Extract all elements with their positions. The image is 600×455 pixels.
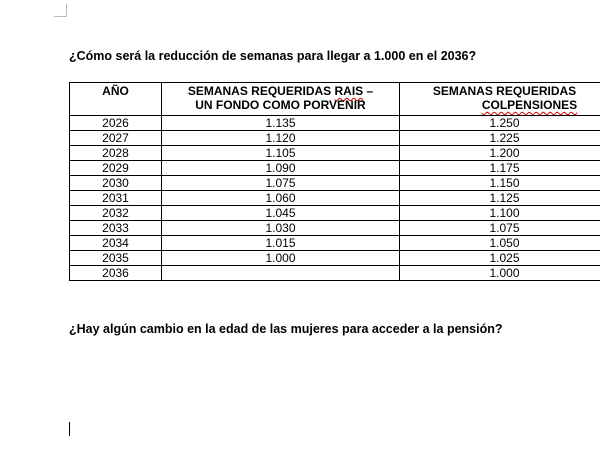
cell-colpensiones-weeks: 1.225: [400, 131, 600, 146]
cell-year: 2035: [70, 251, 162, 266]
cell-rais-weeks: 1.045: [162, 206, 400, 221]
cell-rais-weeks: 1.030: [162, 221, 400, 236]
cell-rais-weeks: [162, 266, 400, 281]
table-row: [70, 116, 600, 131]
header-rais-weeks: [162, 83, 400, 116]
cell-year: 2026: [70, 116, 162, 131]
table-row: [70, 251, 600, 266]
header-year: [70, 83, 162, 116]
page-margin-marker: [54, 4, 67, 17]
table-row: [70, 176, 600, 191]
cell-year: 2028: [70, 146, 162, 161]
cell-rais-weeks: 1.060: [162, 191, 400, 206]
table-row: [70, 161, 600, 176]
table-row: [70, 206, 600, 221]
header-rais-line1-suffix: –: [363, 84, 374, 98]
table-row: [70, 146, 600, 161]
table-row: [70, 221, 600, 236]
cell-year: 2027: [70, 131, 162, 146]
table-header-row: [70, 83, 600, 116]
cell-colpensiones-weeks: 1.025: [400, 251, 600, 266]
cell-rais-weeks: 1.015: [162, 236, 400, 251]
table-row: [70, 266, 600, 281]
cell-colpensiones-weeks: 1.075: [400, 221, 600, 236]
cell-colpensiones-weeks: 1.250: [400, 116, 600, 131]
cell-colpensiones-weeks: 1.150: [400, 176, 600, 191]
cell-colpensiones-weeks: 1.100: [400, 206, 600, 221]
cell-year: 2033: [70, 221, 162, 236]
cell-year: 2030: [70, 176, 162, 191]
cell-year: 2034: [70, 236, 162, 251]
cell-colpensiones-weeks: 1.200: [400, 146, 600, 161]
question-heading-women-age: ¿Hay algún cambio en la edad de las mujeres para acceder a la pensión?: [69, 322, 503, 336]
cell-colpensiones-weeks: 1.125: [400, 191, 600, 206]
table-body: [70, 116, 600, 281]
cell-rais-weeks: 1.120: [162, 131, 400, 146]
question-heading-weeks-reduction: ¿Cómo será la reducción de semanas para llegar a 1.000 en el 2036?: [69, 49, 477, 63]
cell-rais-weeks: 1.105: [162, 146, 400, 161]
required-weeks-table: [69, 82, 600, 281]
cell-year: 2029: [70, 161, 162, 176]
cell-year: 2032: [70, 206, 162, 221]
cell-colpensiones-weeks: 1.000: [400, 266, 600, 281]
header-year-label: AÑO: [102, 84, 129, 98]
header-colpensiones-line1: SEMANAS REQUERIDAS: [432, 84, 577, 98]
cell-colpensiones-weeks: 1.175: [400, 161, 600, 176]
cell-year: 2036: [70, 266, 162, 281]
text-cursor: [69, 422, 70, 436]
cell-rais-weeks: 1.135: [162, 116, 400, 131]
table-row: [70, 131, 600, 146]
cell-rais-weeks: 1.090: [162, 161, 400, 176]
cell-year: 2031: [70, 191, 162, 206]
header-rais-line1-prefix: SEMANAS REQUERIDAS: [187, 84, 335, 98]
table-row: [70, 191, 600, 206]
cell-rais-weeks: 1.075: [162, 176, 400, 191]
cell-rais-weeks: 1.000: [162, 251, 400, 266]
table-row: [70, 236, 600, 251]
header-colpensiones-weeks: [400, 83, 600, 116]
cell-colpensiones-weeks: 1.050: [400, 236, 600, 251]
header-colpensiones-line2: COLPENSIONES: [481, 98, 578, 112]
header-rais-word: RAIS: [334, 84, 364, 98]
header-rais-line2: UN FONDO COMO PORVENIR: [195, 98, 366, 112]
